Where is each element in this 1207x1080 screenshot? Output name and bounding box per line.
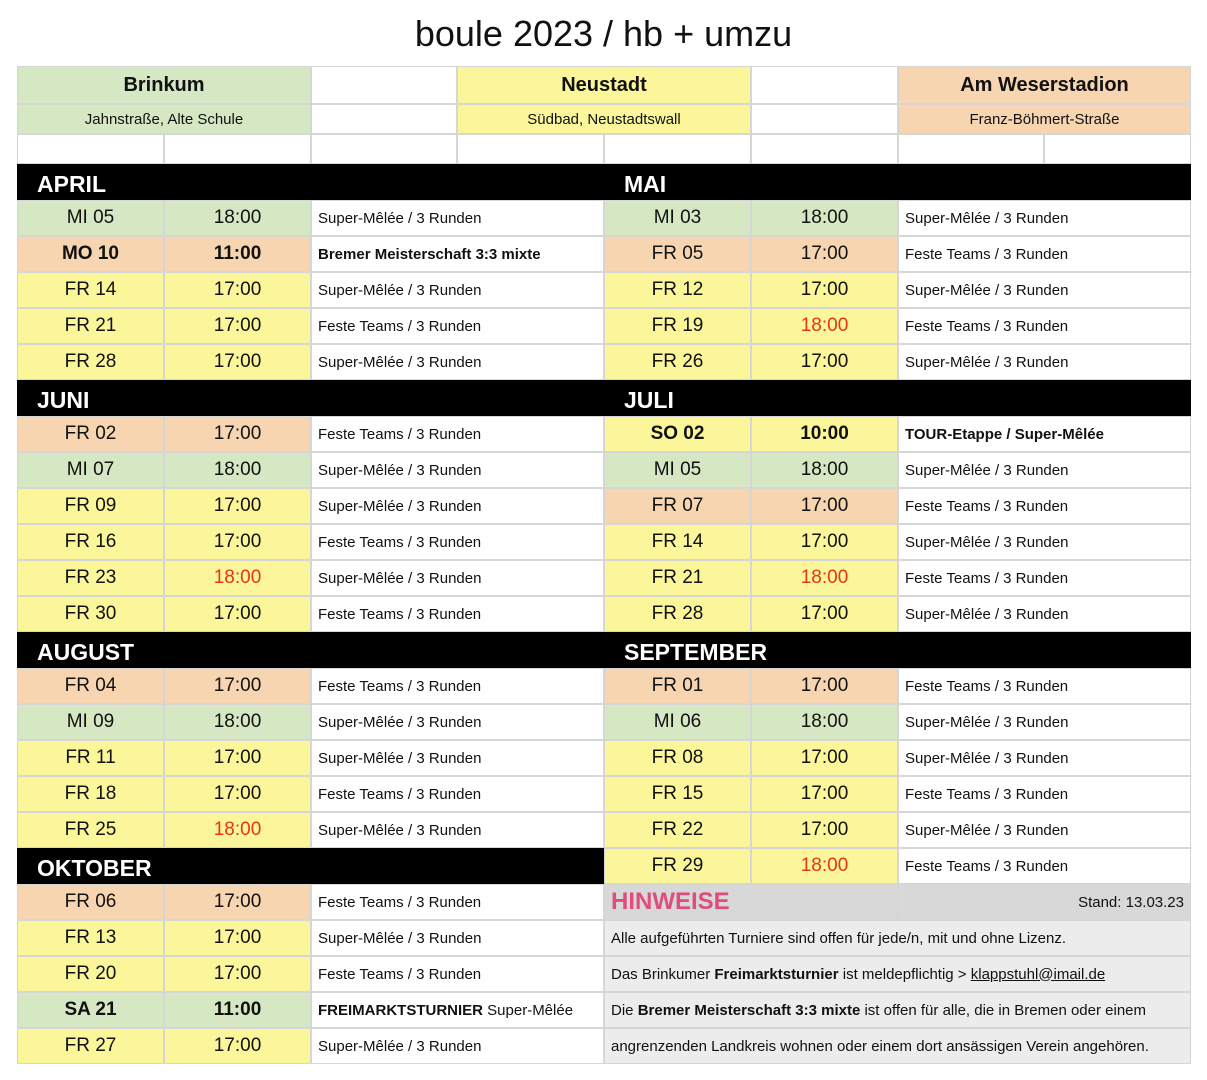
hinweise-text: Bremer Meisterschaft 3:3 mixte — [637, 1001, 861, 1019]
month-header-juli: JULI — [604, 380, 1191, 416]
hinweise-text: angrenzenden Landkreis wohnen oder einem dort ansässigen Verein angehören. — [611, 1037, 1149, 1055]
event-day: FR 27 — [17, 1028, 164, 1064]
hinweise-text: Alle aufgeführten Turniere sind offen für jede/n, mit und ohne Lizenz. — [611, 929, 1067, 947]
location-name: Am Weserstadion — [898, 66, 1191, 104]
month-header-september: SEPTEMBER — [604, 632, 1191, 668]
event-day: FR 19 — [604, 308, 751, 344]
event-day: FR 05 — [604, 236, 751, 272]
event-day: FR 01 — [604, 668, 751, 704]
event-description: Feste Teams / 3 Runden — [898, 776, 1191, 812]
hinweise-text: ist meldepflichtig > — [838, 965, 971, 983]
blank-cell — [311, 104, 457, 134]
event-day: FR 04 — [17, 668, 164, 704]
event-day: FR 25 — [17, 812, 164, 848]
event-day: MI 05 — [17, 200, 164, 236]
hinweise-line — [604, 920, 1191, 956]
event-day: FR 29 — [604, 848, 751, 884]
event-day: FR 13 — [17, 920, 164, 956]
event-time: 18:00 — [164, 812, 311, 848]
event-time: 18:00 — [164, 452, 311, 488]
event-time: 18:00 — [751, 308, 898, 344]
event-description: Feste Teams / 3 Runden — [311, 776, 604, 812]
location-name: Neustadt — [457, 66, 751, 104]
spacer-cell — [1044, 134, 1191, 164]
event-time: 17:00 — [164, 956, 311, 992]
event-time: 18:00 — [164, 560, 311, 596]
event-day: FR 21 — [604, 560, 751, 596]
event-description: Super-Mêlée / 3 Runden — [311, 920, 604, 956]
event-description: Super-Mêlée / 3 Runden — [898, 524, 1191, 560]
spacer-cell — [751, 134, 898, 164]
event-description: Super-Mêlée / 3 Runden — [898, 596, 1191, 632]
event-time: 18:00 — [751, 452, 898, 488]
event-time: 17:00 — [164, 524, 311, 560]
event-time: 18:00 — [164, 704, 311, 740]
event-time: 17:00 — [164, 740, 311, 776]
event-time: 17:00 — [751, 812, 898, 848]
event-time: 17:00 — [751, 596, 898, 632]
event-day: MO 10 — [17, 236, 164, 272]
event-day: FR 30 — [17, 596, 164, 632]
event-description: Feste Teams / 3 Runden — [311, 308, 604, 344]
event-day: FR 28 — [17, 344, 164, 380]
event-time: 17:00 — [164, 272, 311, 308]
event-day: FR 08 — [604, 740, 751, 776]
hinweise-line — [604, 1028, 1191, 1064]
event-description-bold: FREIMARKTSTURNIER — [318, 1001, 483, 1019]
event-time: 11:00 — [164, 992, 311, 1028]
event-description: Bremer Meisterschaft 3:3 mixte — [311, 236, 604, 272]
event-time: 18:00 — [751, 848, 898, 884]
location-address: Franz-Böhmert-Straße — [898, 104, 1191, 134]
stand-date: Stand: 13.03.23 — [898, 884, 1191, 920]
event-day: FR 18 — [17, 776, 164, 812]
spacer-cell — [604, 134, 751, 164]
event-time: 17:00 — [751, 272, 898, 308]
month-header-august: AUGUST — [17, 632, 604, 668]
event-time: 17:00 — [751, 524, 898, 560]
email-link[interactable]: klappstuhl@imail.de — [970, 965, 1106, 983]
spacer-cell — [17, 134, 164, 164]
hinweise-line — [604, 956, 1191, 992]
event-time: 18:00 — [751, 704, 898, 740]
event-day: FR 12 — [604, 272, 751, 308]
event-time: 18:00 — [751, 200, 898, 236]
event-description: Super-Mêlée / 3 Runden — [898, 812, 1191, 848]
event-day: SA 21 — [17, 992, 164, 1028]
hinweise-line — [604, 992, 1191, 1028]
event-time: 17:00 — [751, 668, 898, 704]
event-time: 18:00 — [164, 200, 311, 236]
event-time: 10:00 — [751, 416, 898, 452]
event-day: FR 21 — [17, 308, 164, 344]
event-description: Super-Mêlée / 3 Runden — [898, 200, 1191, 236]
event-time: 17:00 — [164, 776, 311, 812]
event-time: 17:00 — [164, 1028, 311, 1064]
event-description: TOUR-Etappe / Super-Mêlée — [898, 416, 1191, 452]
hinweise-text: Die — [611, 1001, 638, 1019]
event-description: Feste Teams / 3 Runden — [311, 596, 604, 632]
event-description: Feste Teams / 3 Runden — [311, 668, 604, 704]
month-header-april: APRIL — [17, 164, 604, 200]
event-day: FR 16 — [17, 524, 164, 560]
spacer-cell — [311, 134, 457, 164]
event-day: FR 14 — [604, 524, 751, 560]
blank-cell — [751, 104, 898, 134]
event-description: Feste Teams / 3 Runden — [311, 416, 604, 452]
event-description: Feste Teams / 3 Runden — [898, 236, 1191, 272]
event-day: FR 23 — [17, 560, 164, 596]
spacer-cell — [898, 134, 1044, 164]
event-time: 17:00 — [164, 308, 311, 344]
event-description: Feste Teams / 3 Runden — [898, 308, 1191, 344]
event-day: MI 05 — [604, 452, 751, 488]
event-description — [311, 992, 604, 1028]
event-time: 17:00 — [164, 416, 311, 452]
event-day: SO 02 — [604, 416, 751, 452]
event-description: Super-Mêlée / 3 Runden — [898, 704, 1191, 740]
event-day: FR 26 — [604, 344, 751, 380]
event-day: FR 15 — [604, 776, 751, 812]
event-day: FR 02 — [17, 416, 164, 452]
spacer-cell — [457, 134, 604, 164]
event-description: Super-Mêlée / 3 Runden — [898, 344, 1191, 380]
event-description: Feste Teams / 3 Runden — [898, 668, 1191, 704]
event-day: FR 14 — [17, 272, 164, 308]
event-description: Super-Mêlée / 3 Runden — [311, 344, 604, 380]
month-header-mai: MAI — [604, 164, 1191, 200]
event-description: Super-Mêlée / 3 Runden — [898, 740, 1191, 776]
event-time: 18:00 — [751, 560, 898, 596]
month-header-juni: JUNI — [17, 380, 604, 416]
event-description: Super-Mêlée / 3 Runden — [311, 560, 604, 596]
event-description: Super-Mêlée / 3 Runden — [311, 1028, 604, 1064]
event-time: 17:00 — [751, 740, 898, 776]
event-description: Super-Mêlée / 3 Runden — [311, 812, 604, 848]
event-description: Feste Teams / 3 Runden — [898, 560, 1191, 596]
event-description: Super-Mêlée / 3 Runden — [311, 488, 604, 524]
spacer-cell — [164, 134, 311, 164]
event-day: MI 03 — [604, 200, 751, 236]
event-day: MI 06 — [604, 704, 751, 740]
hinweise-text: ist offen für alle, die in Bremen oder einem — [860, 1001, 1147, 1019]
event-time: 11:00 — [164, 236, 311, 272]
event-day: FR 11 — [17, 740, 164, 776]
location-address: Südbad, Neustadtswall — [457, 104, 751, 134]
event-description: Super-Mêlée / 3 Runden — [311, 272, 604, 308]
event-time: 17:00 — [751, 776, 898, 812]
event-day: FR 28 — [604, 596, 751, 632]
event-description: Super-Mêlée / 3 Runden — [311, 452, 604, 488]
location-name: Brinkum — [17, 66, 311, 104]
blank-cell — [311, 66, 457, 104]
blank-cell — [751, 66, 898, 104]
schedule-table — [17, 66, 1191, 1063]
event-description: Super-Mêlée / 3 Runden — [898, 452, 1191, 488]
event-description: Super-Mêlée / 3 Runden — [898, 272, 1191, 308]
event-time: 17:00 — [164, 920, 311, 956]
event-time: 17:00 — [164, 884, 311, 920]
event-time: 17:00 — [751, 344, 898, 380]
event-time: 17:00 — [164, 344, 311, 380]
event-description: Feste Teams / 3 Runden — [311, 884, 604, 920]
event-description: Super-Mêlée / 3 Runden — [311, 704, 604, 740]
event-day: FR 09 — [17, 488, 164, 524]
location-address: Jahnstraße, Alte Schule — [17, 104, 311, 134]
event-time: 17:00 — [164, 596, 311, 632]
event-day: MI 09 — [17, 704, 164, 740]
event-description: Feste Teams / 3 Runden — [311, 956, 604, 992]
event-day: FR 07 — [604, 488, 751, 524]
event-description: Feste Teams / 3 Runden — [898, 488, 1191, 524]
event-description: Super-Mêlée / 3 Runden — [311, 200, 604, 236]
page-title: boule 2023 / hb + umzu — [414, 13, 793, 54]
hinweise-header — [604, 884, 898, 920]
event-time: 17:00 — [164, 668, 311, 704]
event-description-rest: Super-Mêlée — [483, 1001, 574, 1019]
event-day: FR 22 — [604, 812, 751, 848]
month-header-oktober: OKTOBER — [17, 848, 604, 884]
hinweise-title: HINWEISE — [611, 888, 730, 915]
event-day: MI 07 — [17, 452, 164, 488]
hinweise-text: Das Brinkumer — [611, 965, 715, 983]
event-day: FR 06 — [17, 884, 164, 920]
event-description: Feste Teams / 3 Runden — [898, 848, 1191, 884]
event-day: FR 20 — [17, 956, 164, 992]
event-time: 17:00 — [751, 488, 898, 524]
event-time: 17:00 — [751, 236, 898, 272]
event-description: Feste Teams / 3 Runden — [311, 524, 604, 560]
event-time: 17:00 — [164, 488, 311, 524]
hinweise-text: Freimarktsturnier — [714, 965, 839, 983]
event-description: Super-Mêlée / 3 Runden — [311, 740, 604, 776]
